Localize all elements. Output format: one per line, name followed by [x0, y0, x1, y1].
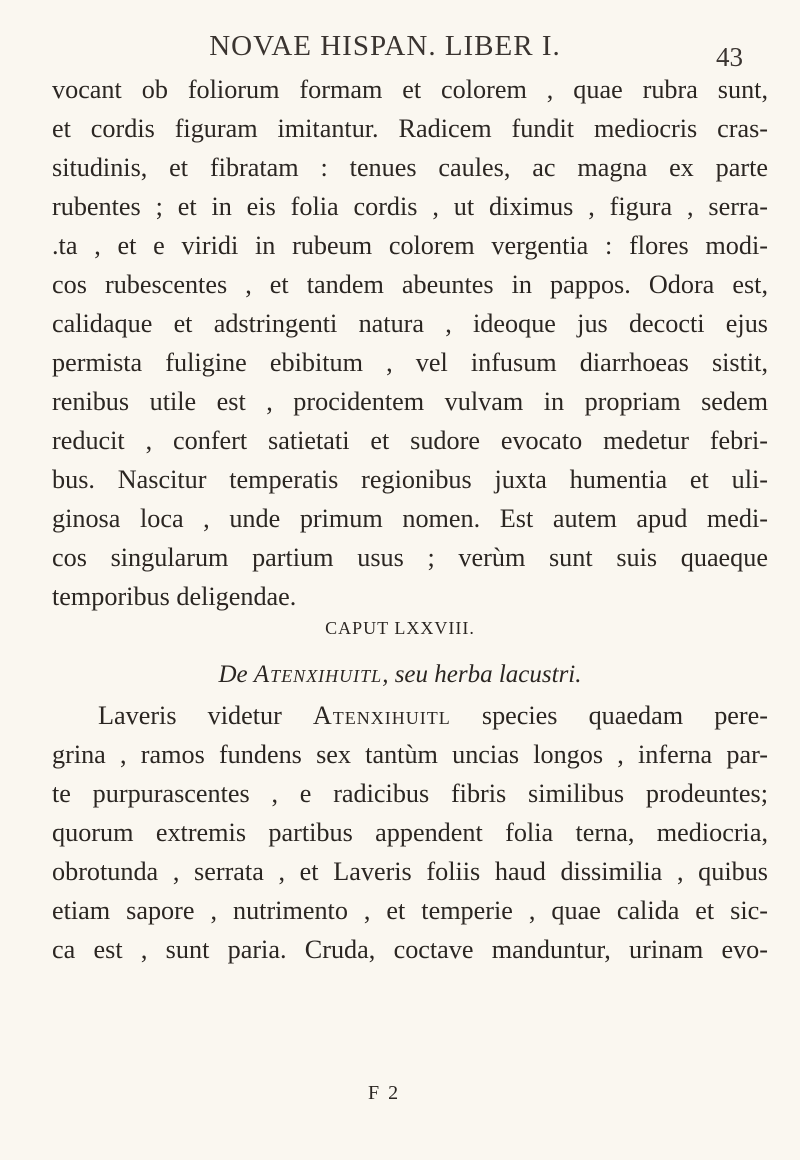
text-line: bus. Nascitur temperatis regionibus juxta humentia et uli-	[52, 465, 768, 494]
text-line: cos rubescentes , et tandem abeuntes in pappos. Odora est,	[52, 270, 768, 299]
chapter-title-suffix: , seu herba lacustri.	[382, 661, 582, 688]
page-number: 43	[716, 42, 743, 72]
chapter-title-prefix: De	[218, 661, 248, 688]
text-line: ginosa loca , unde primum nomen. Est autem apud medi-	[52, 504, 768, 533]
chapter-title-name: Atenxihuitl	[253, 661, 383, 688]
paragraph-2	[52, 696, 768, 969]
chapter-heading: CAPUT LXXVIII.	[325, 618, 475, 638]
text-line: situdinis, et fibratam : tenues caules, ac magna ex parte	[52, 153, 768, 182]
running-head: NOVAE HISPAN. LIBER I.	[209, 30, 561, 62]
text-line: vocant ob foliorum formam et colorem , quae rubra sunt,	[52, 75, 768, 104]
text-line: ca est , sunt paria. Cruda, coctave manduntur, urinam evo-	[52, 935, 768, 964]
text-line: cos singularum partium usus ; verùm sunt suis quaeque	[52, 543, 768, 572]
text-line: .ta , et e viridi in rubeum colorem vergentia : flores modi-	[52, 231, 768, 260]
paragraph-1	[52, 70, 768, 616]
text-line: permista fuligine ebibitum , vel infusum diarrhoeas sistit,	[52, 348, 768, 377]
text-line: quorum extremis partibus appendent folia terna, mediocria,	[52, 818, 768, 847]
first-rest: species quaedam pere-	[481, 701, 768, 730]
plant-name: Atenxihuitl	[312, 701, 451, 730]
text-line: reducit , confert satietati et sudore evocato medetur febri-	[52, 426, 768, 455]
text-line: rubentes ; et in eis folia cordis , ut diximus , figura , serra-	[52, 192, 768, 221]
text-line: renibus utile est , procidentem vulvam in propriam sedem	[52, 387, 768, 416]
text-line: etiam sapore , nutrimento , et temperie , quae calida et sic-	[52, 896, 768, 925]
signature-mark: F 2	[368, 1082, 401, 1104]
text-line: obrotunda , serrata , et Laveris foliis haud dissimilia , quibus	[52, 857, 768, 886]
text-line: te purpurascentes , e radicibus fibris similibus prodeuntes;	[52, 779, 768, 808]
first-words: Laveris videtur	[98, 701, 282, 730]
text-line: calidaque et adstringenti natura , ideoque jus decocti ejus	[52, 309, 768, 338]
chapter-title	[0, 661, 800, 689]
text-line: temporibus deligendae.	[52, 582, 297, 611]
text-line: et cordis figuram imitantur. Radicem fundit mediocris cras-	[52, 114, 768, 143]
text-line: grina , ramos fundens sex tantùm uncias longos , inferna par-	[52, 740, 768, 769]
text-line-first	[52, 696, 768, 735]
